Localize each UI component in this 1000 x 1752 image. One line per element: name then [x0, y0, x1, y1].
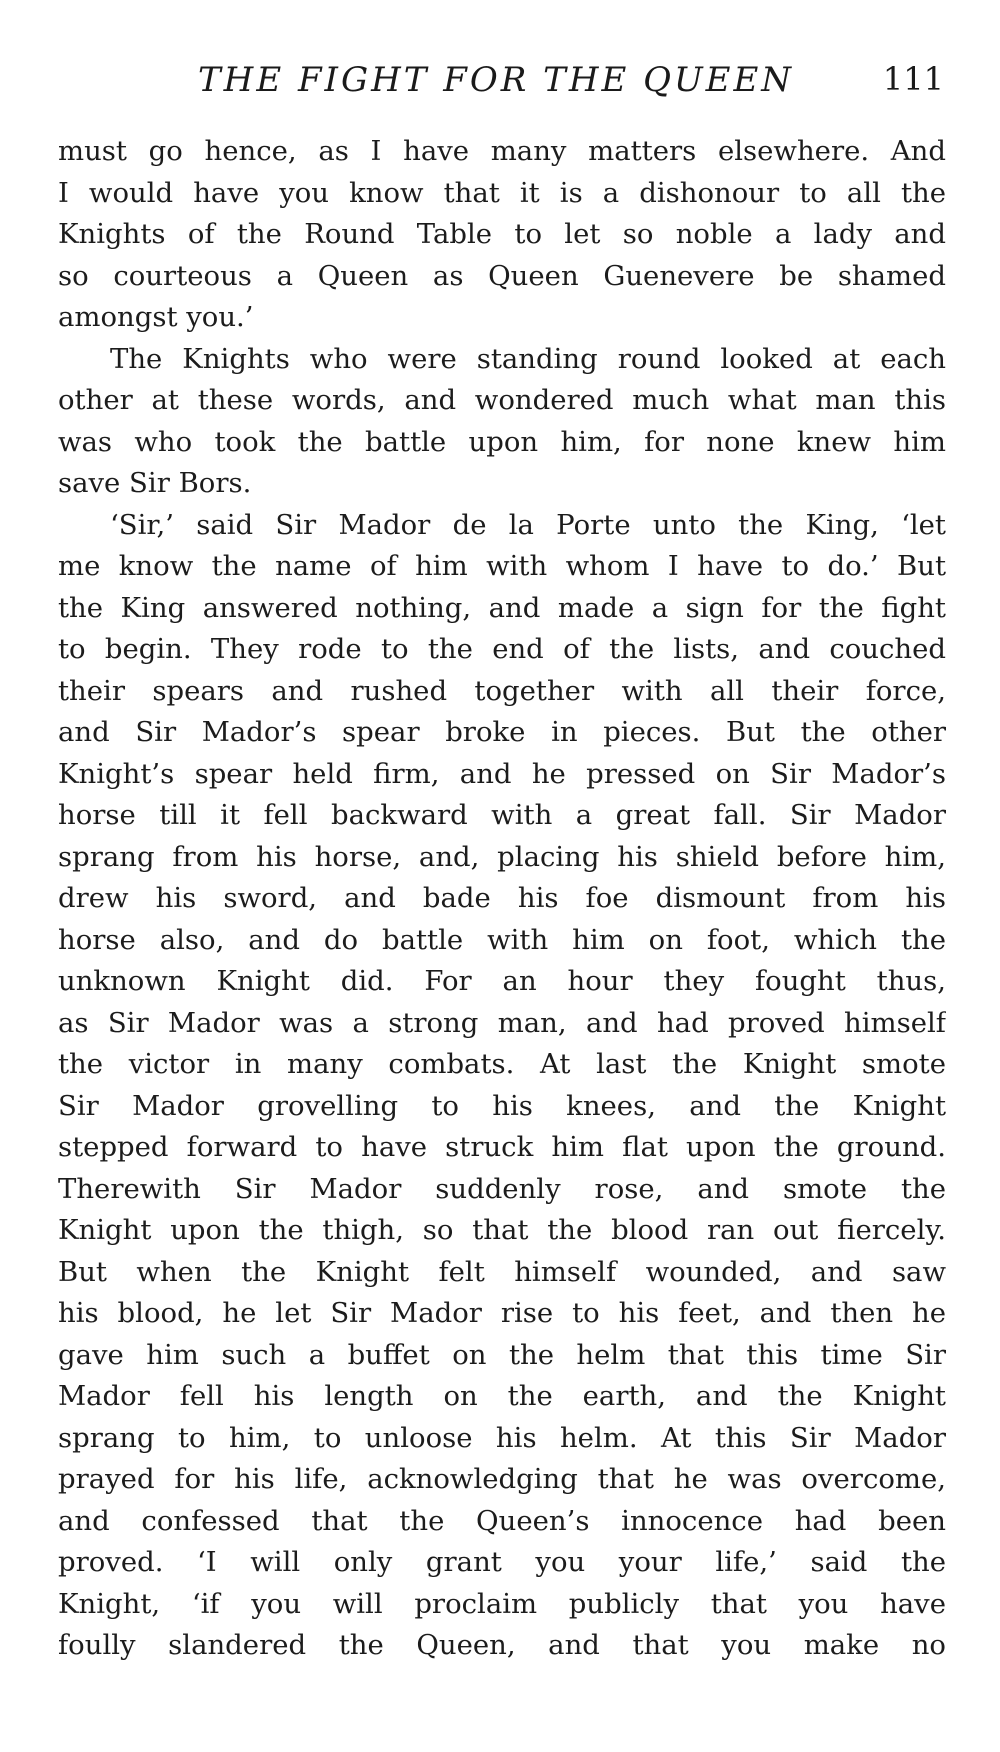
text-line: prayed for his life, acknowledging that he was overcome, [58, 1463, 946, 1495]
text-line: his blood, he let Sir Mador rise to his feet, and then he [58, 1297, 946, 1329]
text-line: gave him such a buffet on the helm that this time Sir [58, 1338, 946, 1371]
text-line: me know the name of him with whom I have to do.’ But [58, 550, 946, 582]
text-line: Sir Mador grovelling to his knees, and the Knight [58, 1089, 946, 1122]
text-line: The Knights who were standing round looked at each [110, 342, 946, 375]
text-line: and confessed that the Queen’s innocence had been [58, 1504, 946, 1537]
running-title: THE FIGHT FOR THE QUEEN [198, 60, 795, 100]
text-line: Knight upon the thigh, so that the blood ran out fiercely. [58, 1214, 946, 1246]
text-line: the King answered nothing, and made a sign for the fight [58, 591, 946, 624]
text-line: unknown Knight did. For an hour they fought thus, [58, 965, 946, 997]
text-line: other at these words, and wondered much what man this [58, 384, 946, 416]
running-head [58, 60, 944, 104]
text-line: Knight, ‘if you will proclaim publicly that you have [58, 1587, 946, 1620]
text-line: horse also, and do battle with him on foot, which the [58, 923, 946, 956]
text-line: stepped forward to have struck him flat upon the ground. [58, 1131, 946, 1163]
text-line: so courteous a Queen as Queen Guenevere be shamed [58, 259, 946, 292]
text-line: their spears and rushed together with all their force, [58, 674, 946, 707]
text-line: to begin. They rode to the end of the lists, and couched [58, 633, 946, 665]
text-line: horse till it fell backward with a great fall. Sir Mador [58, 799, 946, 831]
text-line: and Sir Mador’s spear broke in pieces. But the other [58, 716, 946, 748]
text-line: Therewith Sir Mador suddenly rose, and smote the [58, 1172, 946, 1205]
text-line: drew his sword, and bade his foe dismount from his [58, 882, 946, 914]
text-line: But when the Knight felt himself wounded, and saw [58, 1255, 946, 1288]
text-line: sprang to him, to unloose his helm. At this Sir Mador [58, 1421, 946, 1454]
text-line: Mador fell his length on the earth, and the Knight [58, 1380, 946, 1412]
text-line: save Sir Bors. [58, 467, 252, 499]
text-line: proved. ‘I will only grant you your life,’ said the [58, 1546, 946, 1578]
text-line: amongst you.’ [58, 301, 254, 333]
text-line: ‘Sir,’ said Sir Mador de la Porte unto the King, ‘let [110, 508, 946, 541]
page-number: 111 [882, 60, 944, 98]
text-line: Knight’s spear held firm, and he pressed on Sir Mador’s [58, 757, 946, 790]
text-line: as Sir Mador was a strong man, and had proved himself [58, 1006, 946, 1039]
text-line: foully slandered the Queen, and that you make no [58, 1629, 946, 1661]
text-line: must go hence, as I have many matters elsewhere. And [58, 135, 946, 167]
text-line: the victor in many combats. At last the Knight smote [58, 1048, 946, 1080]
text-line: sprang from his horse, and, placing his shield before him, [58, 840, 946, 873]
text-line: was who took the battle upon him, for none knew him [58, 425, 946, 458]
body-text [58, 131, 946, 1667]
text-line: I would have you know that it is a dishonour to all the [58, 176, 946, 209]
text-line: Knights of the Round Table to let so noble a lady and [58, 218, 946, 250]
